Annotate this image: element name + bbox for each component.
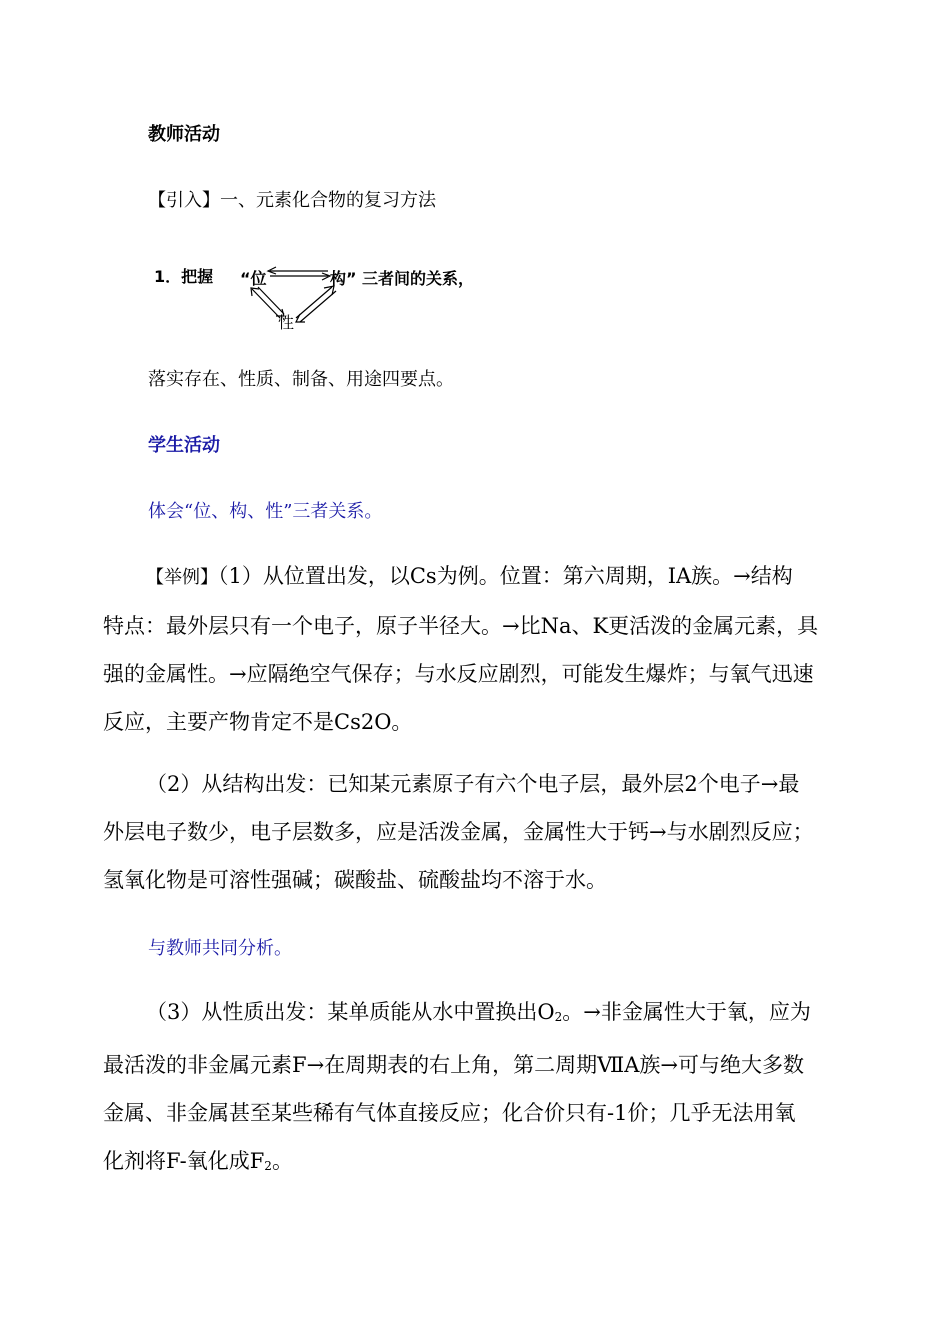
- relationship-diagram: [148, 258, 488, 338]
- implement-line: 落实存在、性质、制备、用途四要点。: [148, 369, 454, 390]
- example-3-line-3: 金属、非金属甚至某些稀有气体直接反应；化合价只有-1价；几乎无法用氧: [103, 1101, 796, 1125]
- intro-tag: 【引入】: [148, 190, 220, 211]
- student-line: 体会“位、构、性”三者关系。: [148, 501, 383, 522]
- intro-text: 一、元素化合物的复习方法: [220, 190, 436, 211]
- example-2: [103, 760, 851, 904]
- example-2-line-2: 外层电子数少，电子层数多，应是活泼金属，金属性大于钙→与水剧烈反应；: [103, 820, 814, 844]
- example-2-line-1: （2）从结构出发：已知某元素原子有六个电子层，最外层2个电子→最: [146, 772, 800, 796]
- example-3-line-2: 最活泼的非金属元素F→在周期表的右上角，第二周期ⅦA族→可与绝大多数: [103, 1053, 805, 1077]
- example-1-line-3: 强的金属性。→应隔绝空气保存；与水反应剧烈，可能发生爆炸；与氧气迅速: [103, 662, 814, 686]
- example-1: [103, 552, 851, 746]
- example-3: [103, 988, 851, 1190]
- example-3-line-4: 化剂将F-氧化成$F_2$。: [103, 1149, 293, 1173]
- diagram-prefix: 1．把握: [154, 267, 214, 286]
- example-1-line-2: 特点：最外层只有一个电子，原子半径大。→比Na、K更活泼的金属元素，具: [103, 614, 819, 638]
- example-3-line-1: （3）从性质出发：某单质能从水中置换出$O_2$。→非金属性大于氧，应为: [146, 1000, 811, 1024]
- diagram-arrows: [148, 258, 488, 338]
- example-1-tag: 【举例】: [146, 567, 218, 588]
- diagram-bottom-label: 性: [278, 313, 295, 332]
- intro-line: [148, 186, 436, 212]
- teacher-activity-heading: 教师活动: [148, 124, 220, 145]
- joint-analysis-line: 与教师共同分析。: [148, 938, 292, 959]
- example-1-line-1: 【举例】（1）从位置出发，以Cs为例。位置：第六周期，IA族。→结构: [146, 564, 793, 588]
- diagram-right-label: 构”: [330, 269, 357, 288]
- example-2-line-3: 氢氧化物是可溶性强碱；碳酸盐、硫酸盐均不溶于水。: [103, 868, 607, 892]
- diagram-left-label: “位: [240, 269, 267, 288]
- diagram-tail-text: 三者间的关系，: [362, 269, 475, 288]
- student-activity-heading: 学生活动: [148, 435, 220, 456]
- example-1-line-4: 反应，主要产物肯定不是Cs2O。: [103, 710, 413, 734]
